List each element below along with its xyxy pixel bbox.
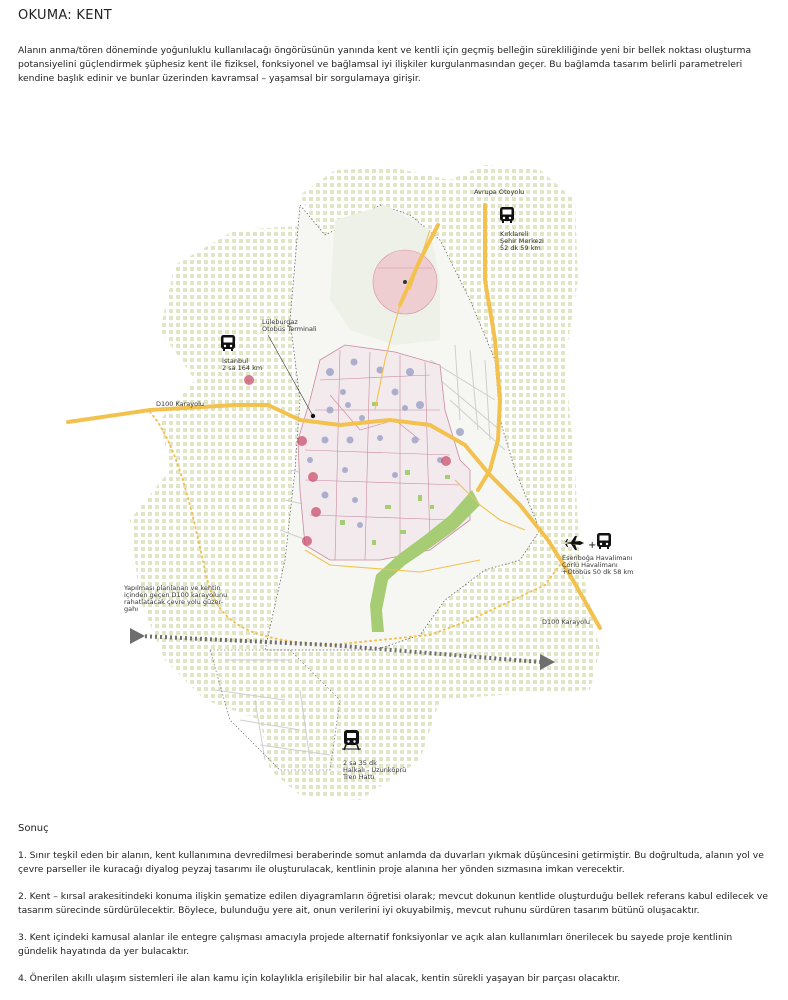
- label-train-route: Halkalı - Uzunköprü: [343, 766, 407, 774]
- conclusion-item: 1. Sınır teşkil eden bir alanın, kent kullanımına devredilmesi beraberinde somut anlamda da duvarları yıkmak düşüncesini getirmiştir. Bu doğrultuda, alanın yol ve çevre parseller ile kuracağı diyalog peyzaj tasarımı ile oluşturulacak, kentlinin proje alanına her yönden sızmasına imkan verecektir.: [18, 850, 764, 875]
- city-map-diagram: [0, 140, 788, 810]
- label-kirklareli-time: 52 dk 59 km: [500, 244, 541, 252]
- conclusion-item: 4. Önerilen akıllı ulaşım sistemleri ile alan kamu için kolaylıkla erişilebilir bir hal alacak, kentin sürekli yaşayan bir parçası olacaktır.: [18, 973, 621, 984]
- bus-terminal-point: [311, 414, 315, 418]
- conclusion-item: 2. Kent – kırsal arakesitindeki konuma ilişkin şematize edilen diyagramların öğretisi olarak; mevcut dokunun kentlide oluşturduğu bellek referans kabul edilecek ve tasarım sürecinde sürdürülecektir. Böylece, bulunduğu yere ait, onun verilerini iyi okuyabilmiş, mevcut ruhunu sürdüren tasarım bütünü oluşacaktır.: [18, 891, 768, 916]
- label-airport-time: +Otobüs 50 dk 58 km: [562, 568, 634, 576]
- label-bypass-1: Yapılması planlanan ve kentin: [124, 584, 221, 592]
- bus-icon: [597, 533, 611, 549]
- label-bypass-4: gahı: [124, 605, 139, 613]
- label-terminal-name: Otobüs Terminali: [262, 325, 317, 333]
- conclusion-section: [18, 822, 770, 999]
- svg-text:+: +: [588, 540, 597, 551]
- label-esenboga: Esenboğa Havalimanı: [562, 554, 633, 562]
- label-train-line: Tren Hattı: [343, 773, 375, 781]
- label-istanbul-time: 2 sa 164 km: [222, 364, 263, 372]
- label-bypass-3: rahatlatacak çevre yolu güzer-: [124, 598, 224, 606]
- label-terminal: Lüleburgaz: [262, 318, 298, 326]
- label-istanbul: İstanbul: [222, 357, 249, 365]
- label-d100-east: D100 Karayolu: [542, 618, 591, 626]
- bus-icon: [221, 335, 235, 351]
- label-avrupa-otoyolu: Avrupa Otoyolu: [474, 188, 525, 196]
- label-corlu: Çorlu Havalimanı: [562, 561, 618, 569]
- page-title: OKUMA: KENT: [18, 8, 113, 23]
- label-train-time: 2 sa 35 dk: [343, 759, 377, 767]
- bus-icon: [500, 207, 514, 223]
- label-kirklareli: Kırklareli: [500, 230, 529, 238]
- label-kirklareli-centre: Şehir Merkezi: [500, 237, 544, 245]
- intro-paragraph: Alanın anma/tören döneminde yoğunluklu kullanılacağı öngörüsünün yanında kent ve kentli için geçmiş belleğin sürekliliğinde yeni bir bellek noktası oluşturma potansiyelini güçlendirmek şüphesiz kent ile fiziksel, fonksiyonel ve bağlamsal iyi ilişkiler kurgulanmasından geçer. Bu bağlamda tasarım belirli parametreleri kendine başlık edinir ve bunlar üzerinden kavramsal – yaşamsal bir sorgulamaya girişir.: [18, 45, 752, 84]
- conclusion-heading: Sonuç: [18, 823, 49, 834]
- conclusion-item: 3. Kent içindeki kamusal alanlar ile entegre çalışması amacıyla projede alternatif fonksiyonlar ve açık alan kullanımları önerilecek bu sayede proje kentlinin gündelik hayatında da yer bulacaktır.: [18, 932, 733, 957]
- label-d100-west: D100 Karayolu: [156, 400, 205, 408]
- label-bypass-2: içinden geçen D100 karayolunu: [124, 591, 228, 599]
